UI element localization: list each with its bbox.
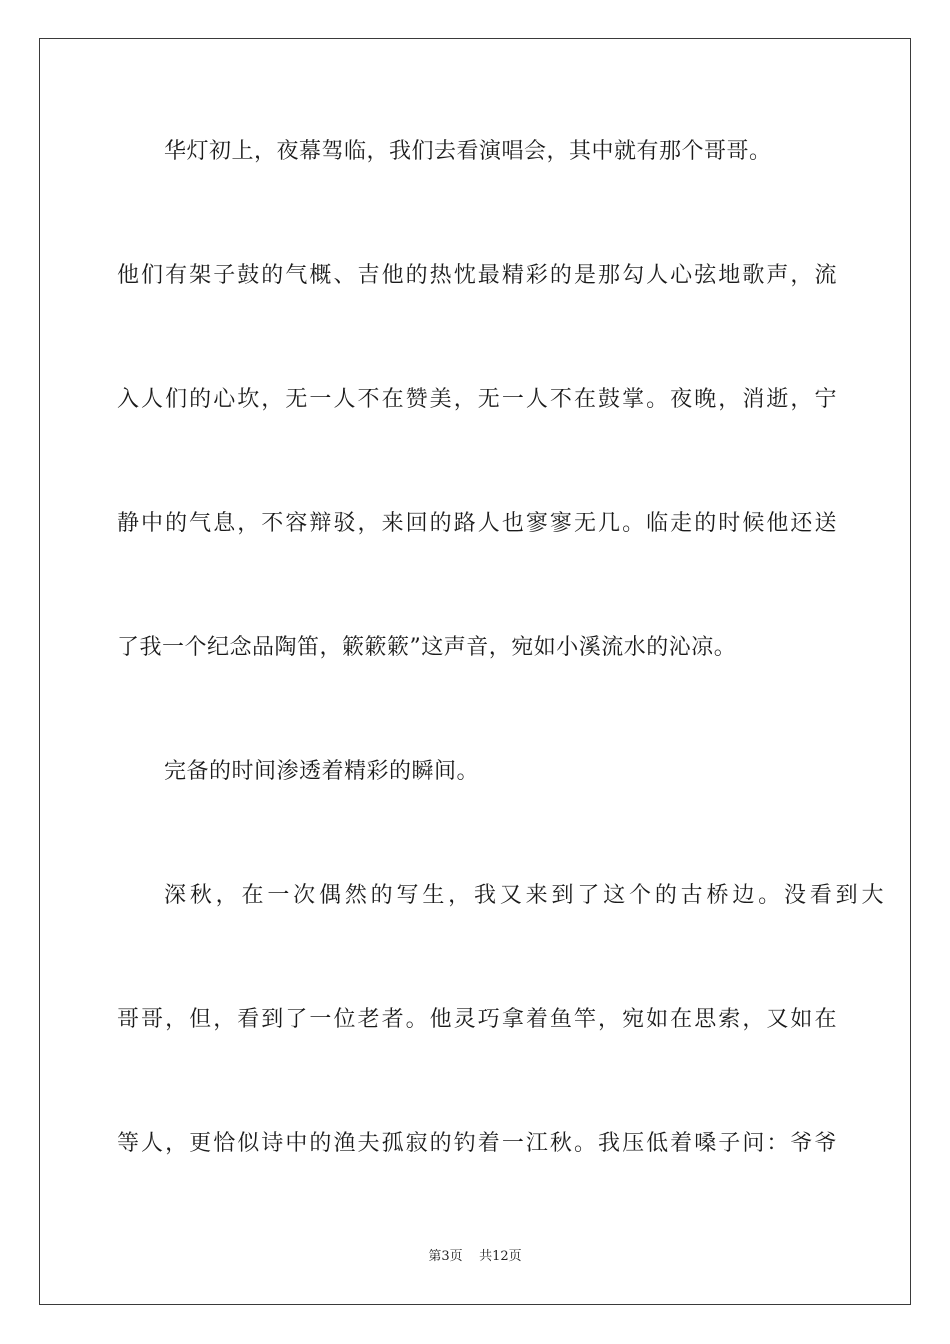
text-line-6: 完备的时间渗透着精彩的瞬间。	[164, 759, 480, 784]
text-line-2: 他们有架子鼓的气概、吉他的热忱最精彩的是那勾人心弦地歌声，流	[117, 263, 837, 288]
page-border	[39, 38, 911, 1305]
page-total: 共12页	[479, 1249, 522, 1264]
text-line-5: 了我一个纪念品陶笛，簌簌簌”这声音，宛如小溪流水的沁凉。	[117, 635, 737, 660]
page-footer	[0, 1248, 950, 1266]
text-line-3: 入人们的心坎，无一人不在赞美，无一人不在鼓掌。夜晚，消逝，宁	[117, 387, 837, 412]
text-line-1: 华灯初上，夜幕驾临，我们去看演唱会，其中就有那个哥哥。	[164, 139, 772, 164]
text-line-9: 等人，更恰似诗中的渔夫孤寂的钓着一江秋。我压低着嗓子问：爷爷	[117, 1131, 837, 1156]
text-line-8: 哥哥，但，看到了一位老者。他灵巧拿着鱼竿，宛如在思索，又如在	[117, 1007, 837, 1032]
text-line-7: 深秋，在一次偶然的写生，我又来到了这个的古桥边。没看到大	[164, 883, 884, 908]
text-line-4: 静中的气息，不容辩驳，来回的路人也寥寥无几。临走的时候他还送	[117, 511, 837, 536]
page-number: 第3页	[428, 1249, 463, 1264]
